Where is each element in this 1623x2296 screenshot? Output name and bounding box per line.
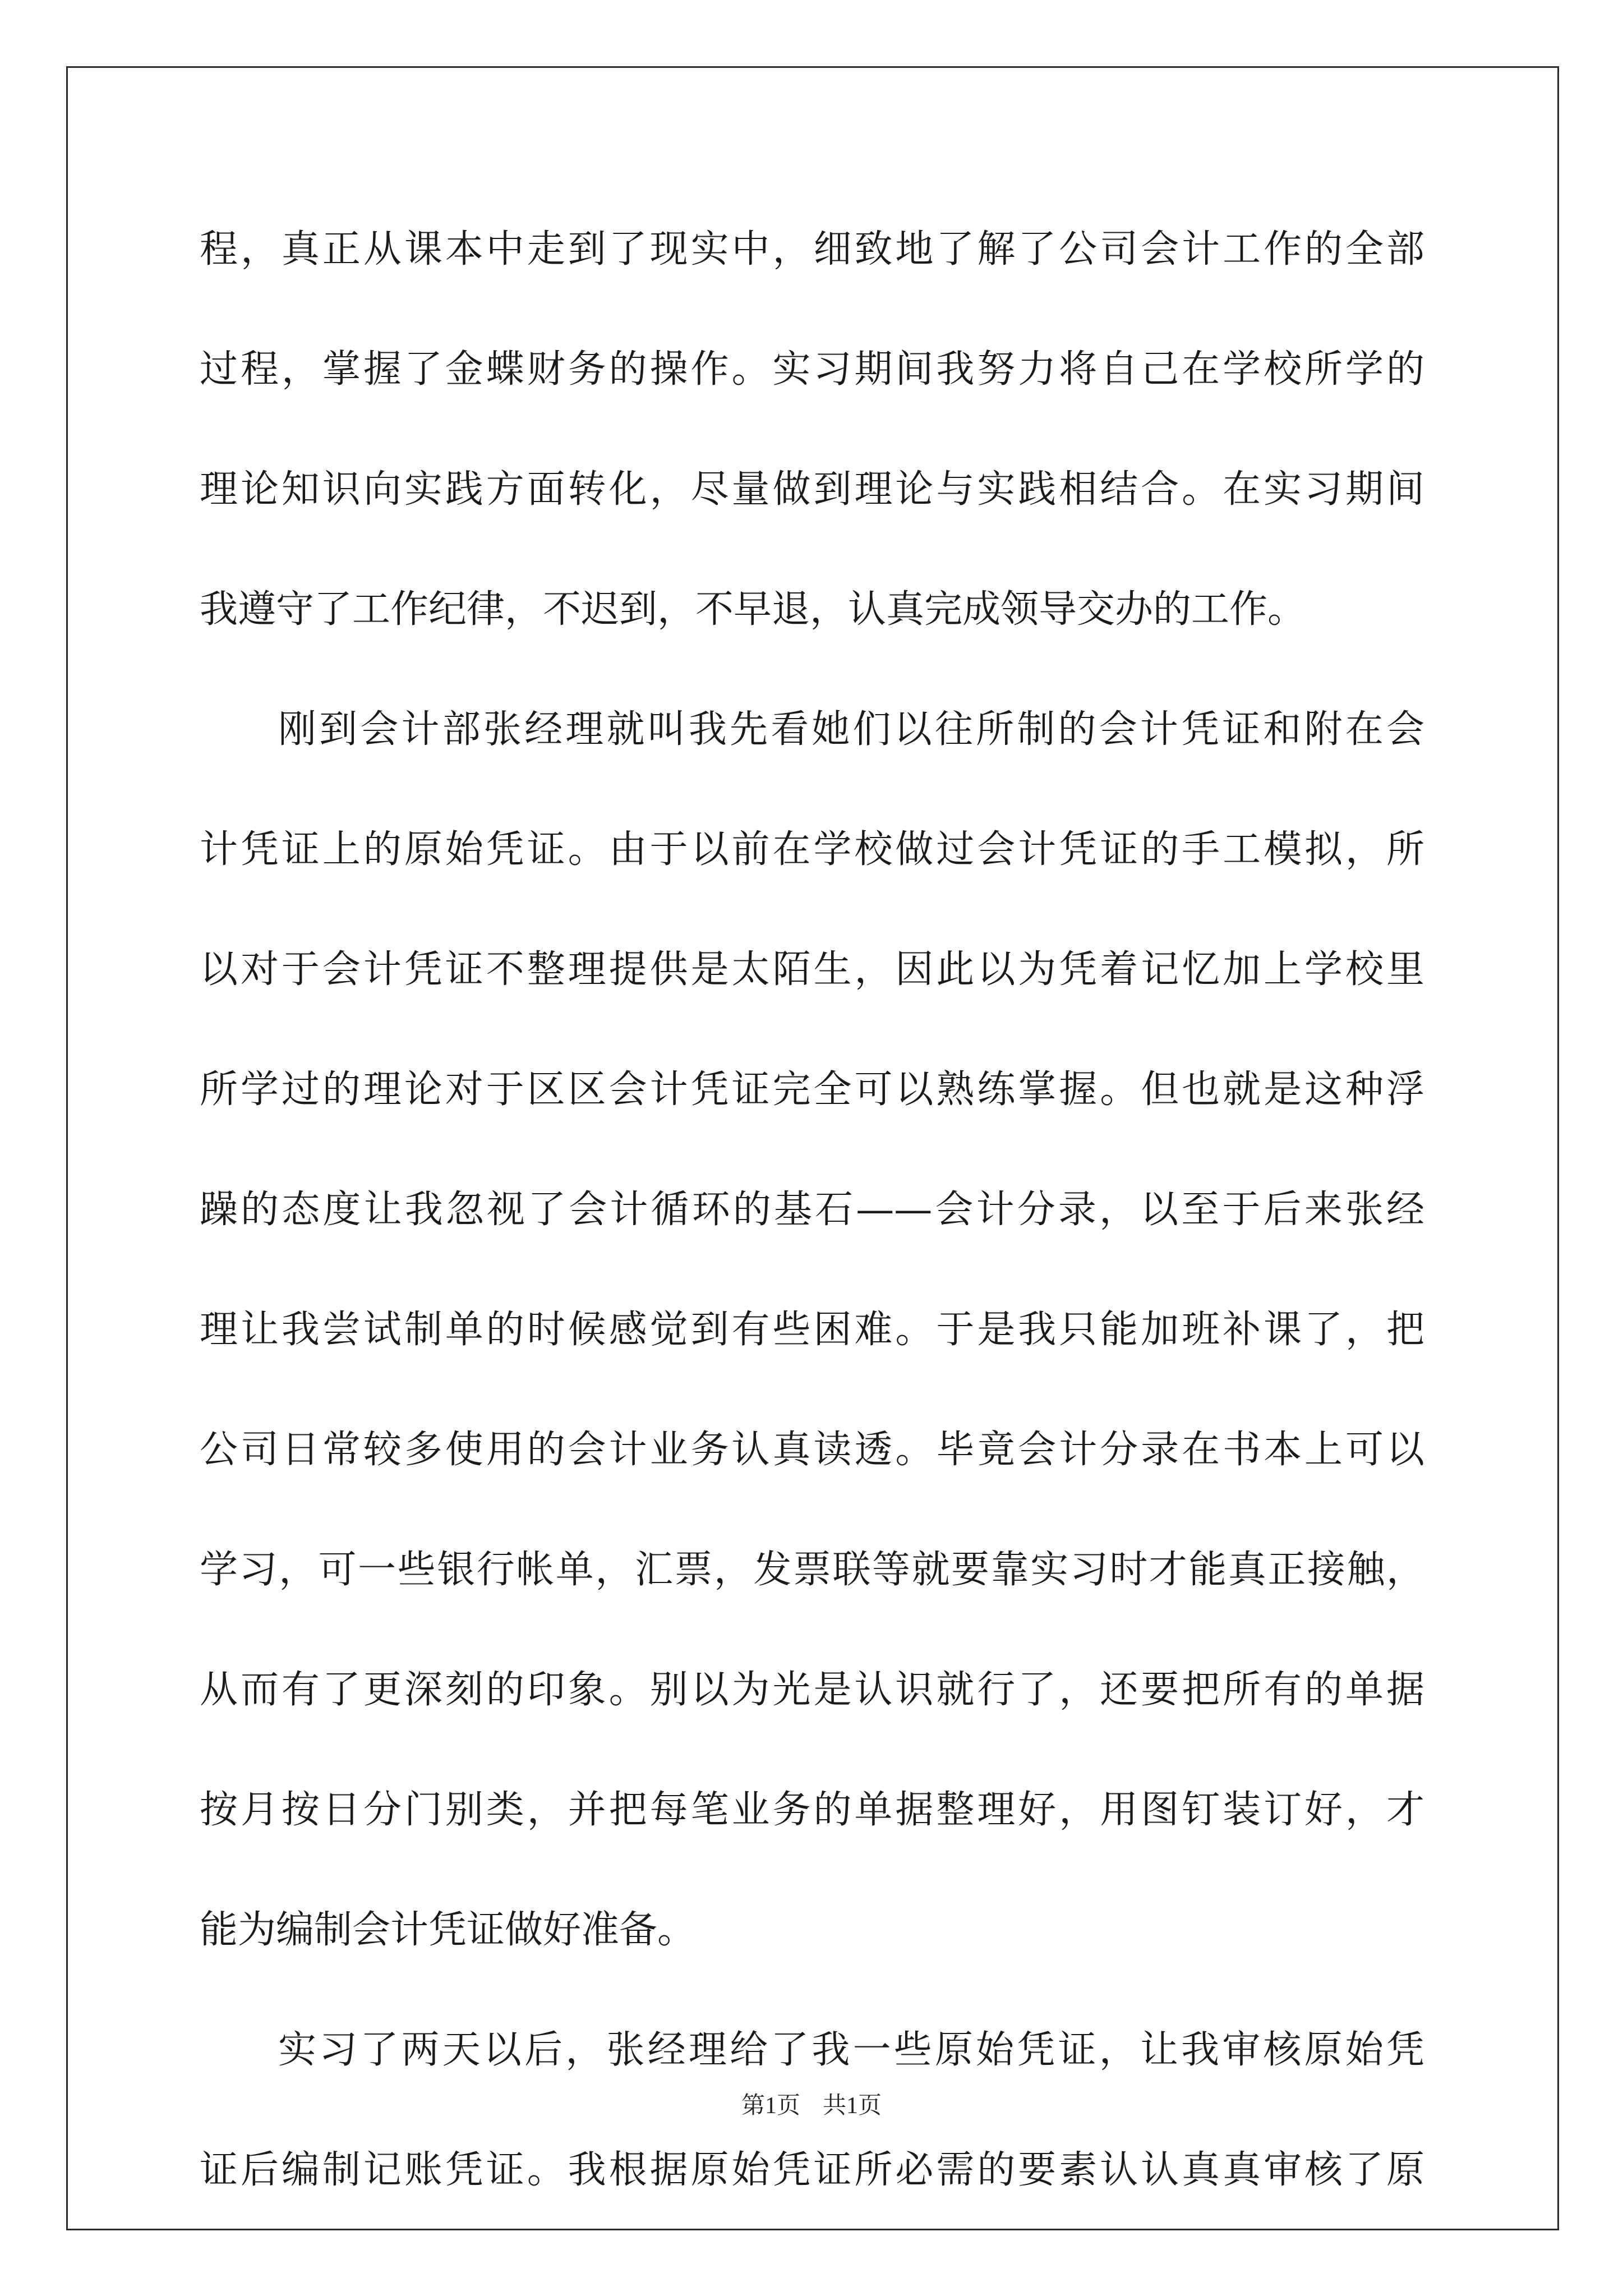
- text-line: 学习，可一些银行帐单，汇票，发票联等就要靠实习时才能真正接触，: [200, 1548, 1424, 1592]
- text-line: 躁的态度让我忽视了会计循环的基石——会计分录，以至于后来张经: [200, 1188, 1424, 1232]
- page-number-current: 第1页: [741, 2093, 800, 2119]
- text-line: 理让我尝试制单的时候感觉到有些困难。于是我只能加班补课了，把: [200, 1308, 1424, 1352]
- paragraph-first-line: 实习了两天以后，张经理给了我一些原始凭证，让我审核原始凭: [278, 2028, 1424, 2072]
- text-line: 能为编制会计凭证做好准备。: [200, 1908, 696, 1952]
- text-line: 我遵守了工作纪律，不迟到，不早退，认真完成领导交办的工作。: [200, 587, 1306, 632]
- text-line: 从而有了更深刻的印象。别以为光是认识就行了，还要把所有的单据: [200, 1668, 1424, 1712]
- text-line: 程，真正从课本中走到了现实中，细致地了解了公司会计工作的全部: [200, 227, 1424, 272]
- text-line: 按月按日分门别类，并把每笔业务的单据整理好，用图钉装订好，才: [200, 1788, 1424, 1832]
- text-line: 过程，掌握了金蝶财务的操作。实习期间我努力将自己在学校所学的: [200, 347, 1424, 392]
- page-number-total: 共1页: [823, 2093, 882, 2119]
- text-line: 公司日常较多使用的会计业务认真读透。毕竟会计分录在书本上可以: [200, 1428, 1424, 1472]
- paragraph-first-line: 刚到会计部张经理就叫我先看她们以往所制的会计凭证和附在会: [278, 707, 1424, 752]
- text-line: 证后编制记账凭证。我根据原始凭证所必需的要素认认真真审核了原: [200, 2148, 1424, 2192]
- text-line: 所学过的理论对于区区会计凭证完全可以熟练掌握。但也就是这种浮: [200, 1068, 1424, 1112]
- page-footer: [0, 2087, 1623, 2120]
- text-line: 理论知识向实践方面转化，尽量做到理论与实践相结合。在实习期间: [200, 467, 1424, 512]
- text-line: 以对于会计凭证不整理提供是太陌生，因此以为凭着记忆加上学校里: [200, 947, 1424, 992]
- text-line: 计凭证上的原始凭证。由于以前在学校做过会计凭证的手工模拟，所: [200, 827, 1424, 872]
- document-body: [200, 219, 1424, 2260]
